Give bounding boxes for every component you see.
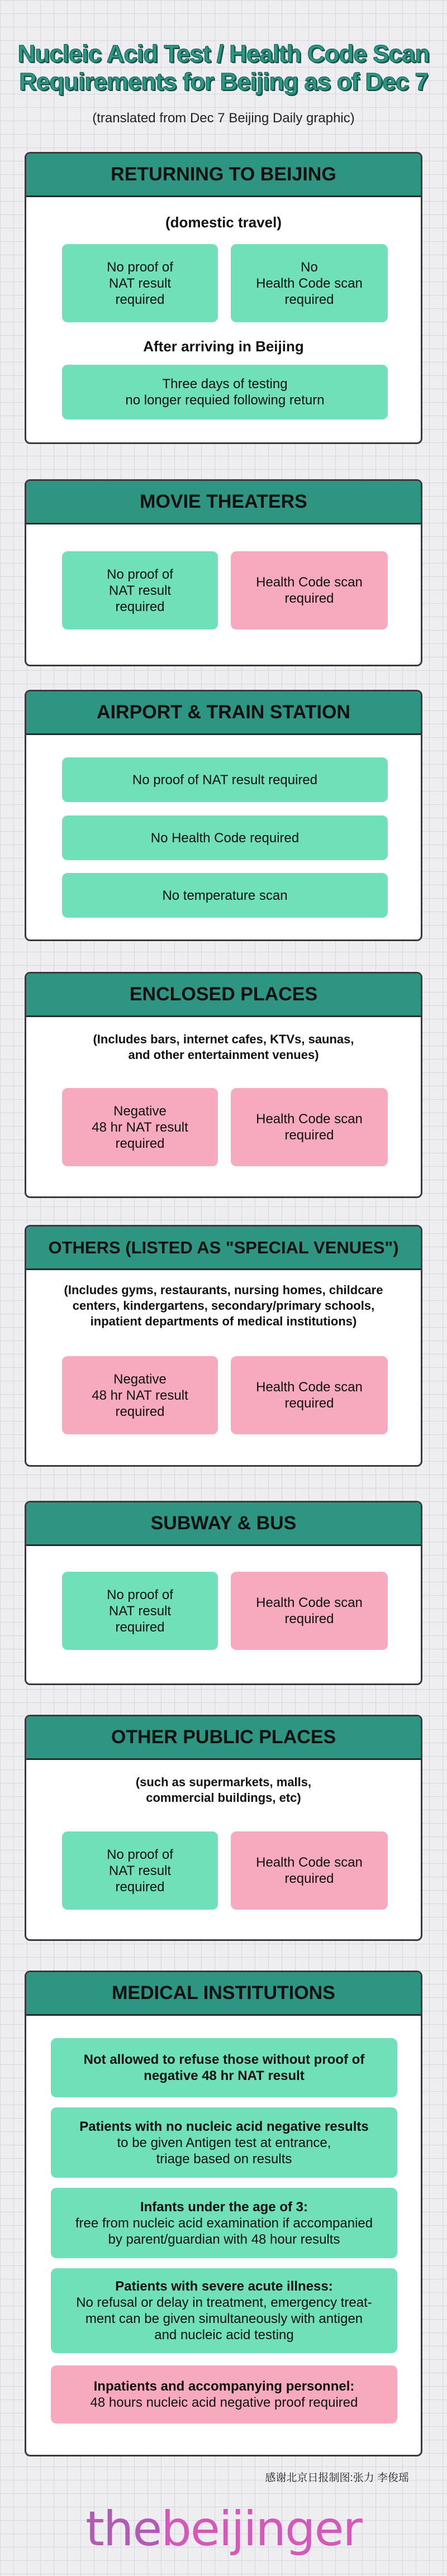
card-title: SUBWAY & BUS [26, 1502, 421, 1546]
requirement-box: No proof of NAT result required [62, 1572, 218, 1650]
requirement-box: No proof of NAT result required [62, 1831, 218, 1910]
requirement-box: Negative 48 hr NAT result required [62, 1088, 218, 1166]
thebeijinger-logo: thebeijinger [85, 2501, 362, 2557]
card-public-places [25, 1715, 422, 1941]
card-title: OTHERS (LISTED AS "SPECIAL VENUES") [26, 1227, 421, 1270]
requirement-box: Health Code scan required [231, 1831, 388, 1910]
medical-item: Patients with severe acute illness: No refusal or delay in treatment, emergency treat- ment can be given simultaneously with antigen and nucleic acid testing [51, 2268, 397, 2353]
card-medical-institutions [25, 1971, 422, 2456]
requirement-box: Health Code scan required [231, 1572, 388, 1650]
card-note: (Includes bars, internet cafes, KTVs, saunas, and other entertainment venues) [93, 1032, 354, 1062]
requirement-box: No proof of NAT result required [62, 757, 388, 802]
card-subway-bus [25, 1501, 422, 1685]
requirement-box: Health Code scan required [231, 1088, 388, 1166]
medical-item: Patients with no nucleic acid negative results to be given Antigen test at entrance, triage based on results [51, 2107, 397, 2178]
card-title: ENCLOSED PLACES [26, 974, 421, 1017]
requirement-box: No Health Code scan required [231, 244, 388, 322]
header [0, 0, 447, 126]
card-title: AIRPORT & TRAIN STATION [26, 691, 421, 735]
card-special-venues [25, 1225, 422, 1467]
medical-item: Inpatients and accompanying personnel: 48 hours nucleic acid negative proof required [51, 2365, 397, 2424]
card-title: MEDICAL INSTITUTIONS [26, 1972, 421, 2016]
requirement-box: No proof of NAT result required [62, 244, 218, 322]
requirement-box: Negative 48 hr NAT result required [62, 1356, 218, 1434]
card-note: (Includes gyms, restaurants, nursing homes, childcare centers, kindergartens, secondary/primary schools, inpatient departments of medical institutions) [64, 1283, 383, 1328]
requirement-box: Health Code scan required [231, 551, 388, 629]
medical-item: Infants under the age of 3: free from nucleic acid examination if accompanied by parent/guardian with 48 hour results [51, 2188, 397, 2258]
card-enclosed-places [25, 972, 422, 1198]
requirement-box: No temperature scan [62, 873, 388, 918]
graphic-credit: 感谢北京日报制图:张力 李俊瑶 [265, 2472, 409, 2484]
card-airport-train [25, 690, 422, 941]
card-returning [25, 152, 422, 444]
page-title [0, 40, 447, 96]
card-note: (domestic travel) [165, 214, 282, 231]
subtitle: (translated from Dec 7 Beijing Daily graphic) [92, 111, 355, 126]
title-line-2: Requirements for Beijing as of Dec 7 [19, 68, 428, 96]
requirement-box: No proof of NAT result required [62, 551, 218, 629]
requirement-box: Health Code scan required [231, 1356, 388, 1434]
requirement-box: Three days of testing no longer requied following return [62, 365, 388, 419]
card-movie-theaters [25, 479, 422, 666]
card-title: OTHER PUBLIC PLACES [26, 1716, 421, 1760]
card-title: MOVIE THEATERS [26, 481, 421, 524]
title-line-1: Nucleic Acid Test / Health Code Scan [17, 40, 430, 68]
requirement-box: No Health Code required [62, 815, 388, 860]
card-subheading: After arriving in Beijing [143, 338, 304, 355]
card-title: RETURNING TO BEIJING [26, 154, 421, 197]
card-note: (such as supermarkets, malls, commercial buildings, etc) [135, 1775, 312, 1805]
medical-item: Not allowed to refuse those without proof of negative 48 hr NAT result [51, 2038, 397, 2097]
